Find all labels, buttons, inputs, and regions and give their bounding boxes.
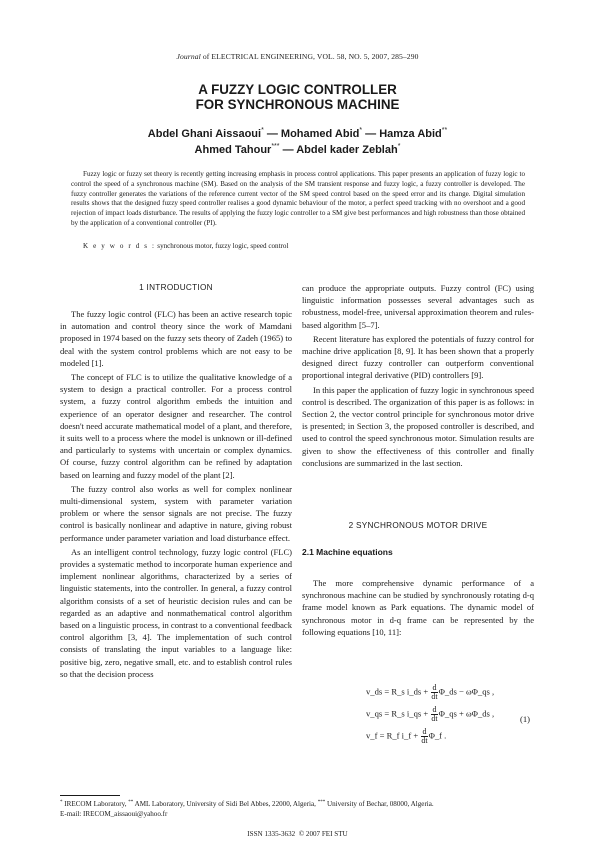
footnote <box>60 799 540 819</box>
section-heading-introduction: 1 INTRODUCTION <box>139 283 213 292</box>
equation-lhs: v_f = R_f i_f + <box>366 730 419 741</box>
keywords-label: K e y w o r d s : <box>83 242 156 250</box>
paragraph: The concept of FLC is to utilize the qualitative knowledge of a system to design a practical controller. For a process control system, a fuzzy control algorithm embeds the intuition and experience of an operator designer and researcher. The control doesn't need accurate mathematical model of a plant, and therefore, it suits well to a process where the model is unknown or ill-defined and particularly to systems with uncertain or complex dynamics. Of course, fuzzy control algorithm can be refined by adaptation based on learning and fuzzy model of the plant [2]. <box>60 372 292 480</box>
derivative-fraction <box>421 728 427 745</box>
title-line-1: A FUZZY LOGIC CONTROLLER <box>198 82 397 97</box>
subsection-heading: 2.1 Machine equations <box>302 547 393 557</box>
author-separator: — <box>263 128 281 140</box>
author-line-2 <box>0 142 595 158</box>
author-separator: — <box>279 144 297 156</box>
author-list <box>0 126 595 158</box>
author-name: Mohamed Abid <box>280 128 360 140</box>
equation-number: (1) <box>519 714 530 724</box>
affiliation-mark: *** <box>317 800 326 805</box>
equation-lhs: v_qs = R_s i_qs + <box>366 708 429 719</box>
equation-rhs: Φ_ds − ωΦ_qs , <box>438 686 495 697</box>
derivative-fraction <box>431 684 437 701</box>
left-column <box>60 308 292 680</box>
equation-line <box>366 684 494 701</box>
affiliation-mark: * <box>359 127 363 134</box>
author-name: Abdel Ghani Aissaoui <box>147 128 262 140</box>
issn: ISSN 1335-3632 <box>247 830 296 838</box>
footnote-email[interactable]: E-mail: IRECOM_aissaoui@yahoo.fr <box>60 810 168 818</box>
equation-lhs: v_ds = R_s i_ds + <box>366 686 429 697</box>
section-heading-drive: 2 SYNCHRONOUS MOTOR DRIVE <box>348 521 488 530</box>
affiliation-mark: * <box>397 143 401 150</box>
keywords <box>83 242 523 250</box>
author-line-1 <box>0 126 595 142</box>
page-footer <box>0 830 595 838</box>
footnote-rule <box>60 795 120 796</box>
paragraph: In this paper the application of fuzzy logic in synchronous speed control is described. The organization of this paper is as follows: in Section 2, the vector control principle for synchronous motor drive is presented; in Section 3, the proposed controller is described, and used to control the speed synchronous motor. Simulation results are given to show the effectiveness of this controller and finally conclusions are summarized in the last section. <box>302 384 534 468</box>
abstract: Fuzzy logic or fuzzy set theory is recently getting increasing emphasis in process control applications. This paper presents an application of fuzzy logic to control the speed of a synchronous machine (SM). Based on the analysis of the SM transient response and fuzzy logic, a fuzzy controller is developed. The fuzzy controller generates the variations of the reference current vector of the SM speed control based on the speed error and its change. Digital simulation results shows that the designed fuzzy speed controller realises a good dynamic behaviour of the motor, a perfect speed tracking with no overshoot and a good rejection of impact loads disturbance. The results of applying the fuzzy logic controller to a SM give best performances and high robustness than those obtained by the application of a conventional controller (PI). <box>71 170 525 227</box>
fraction-numerator: d <box>432 705 437 714</box>
title-line-2: FOR SYNCHRONOUS MACHINE <box>195 97 400 112</box>
equation-line <box>366 728 446 745</box>
footnote-affiliations <box>60 799 540 809</box>
right-column-continued <box>302 577 534 638</box>
paragraph: Recent literature has explored the potentials of fuzzy control for machine drive application [8, 9]. It has been shown that a properly designed direct fuzzy controller can outperform conventional proportional integral derivative (PID) controllers [9]. <box>302 333 534 381</box>
paragraph: As an intelligent control technology, fuzzy logic control (FLC) provides a systematic method to incorporate human experience and implement nonlinear algorithms, characterized by a series of linguistic statements, into the controller. In general, a fuzzy control algorithm consists of a set of heuristic decision rules and can be regarded as an adaptive and nonmathematical control algorithm based on a linguistic process, in contrast to a conventional feedback control algorithm [3, 4]. The implementation of such control consists of translating the input variables to a language like: positive big, zero, negative small, etc. and to establish control rules so that the decision process <box>60 546 292 679</box>
right-column <box>302 282 534 469</box>
equation-rhs: Φ_qs + ωΦ_ds , <box>438 708 495 719</box>
paragraph: The fuzzy control also works as well for complex nonlinear multi-dimensional system, system with parameter variation problem or where the sensor signals are not precise. The fuzzy control is basically nonlinear and adaptive in nature, giving robust performance under parameter variation and load disturbance effect. <box>60 483 292 543</box>
fraction-denominator: dt <box>421 736 428 745</box>
paragraph: The more comprehensive dynamic performance of a synchronous machine can be studied by synchronously rotating d-q frame model known as Park equations. The dynamic model of synchronous motor in d-q frame can be represented by the following equations [10, 11]: <box>302 578 534 637</box>
affiliation-mark: * <box>60 800 63 805</box>
affiliation-mark: ** <box>441 127 448 134</box>
affiliation-mark: *** <box>271 143 280 150</box>
paper-title <box>0 82 595 112</box>
author-name: Abdel kader Zeblah <box>296 144 398 156</box>
copyright: © 2007 FEI STU <box>298 830 348 838</box>
keywords-text: synchronous motor, fuzzy logic, speed control <box>155 242 289 250</box>
affiliation-text: University of Bechar, 08000, Algeria. <box>325 800 434 808</box>
affiliation-mark: * <box>261 127 264 134</box>
fraction-numerator: d <box>432 683 437 692</box>
journal-volume: of ELECTRICAL ENGINEERING, VOL. 58, NO. 5, 2007, 285–290 <box>200 52 419 61</box>
author-separator: — <box>362 128 380 140</box>
journal-header <box>0 52 595 61</box>
equation-line <box>366 706 494 723</box>
equation-rhs: Φ_f . <box>428 730 447 741</box>
author-name: Hamza Abid <box>379 128 442 140</box>
paragraph: can produce the appropriate outputs. Fuzzy control (FC) using linguistic information possesses several advantages such as robustness, model-free, universal approximation theorem and rules-based algorithm [5–7]. <box>302 283 534 330</box>
paragraph: The fuzzy logic control (FLC) has been an active research topic in automation and control theory since the work of Mamdani proposed in 1974 based on the fuzzy sets theory of Zadeh (1965) to deal with the system control problems which are not easy to be modeled [1]. <box>60 309 292 368</box>
affiliation-text: AML Laboratory, University of Sidi Bel Abbes, 22000, Algeria, <box>133 800 318 808</box>
author-name: Ahmed Tahour <box>194 144 272 156</box>
fraction-denominator: dt <box>431 714 438 723</box>
fraction-denominator: dt <box>431 692 438 701</box>
affiliation-mark: ** <box>128 800 134 805</box>
derivative-fraction <box>431 706 437 723</box>
journal-name: Journal <box>176 52 201 61</box>
affiliation-text: IRECOM Laboratory, <box>62 800 129 808</box>
fraction-numerator: d <box>422 727 427 736</box>
